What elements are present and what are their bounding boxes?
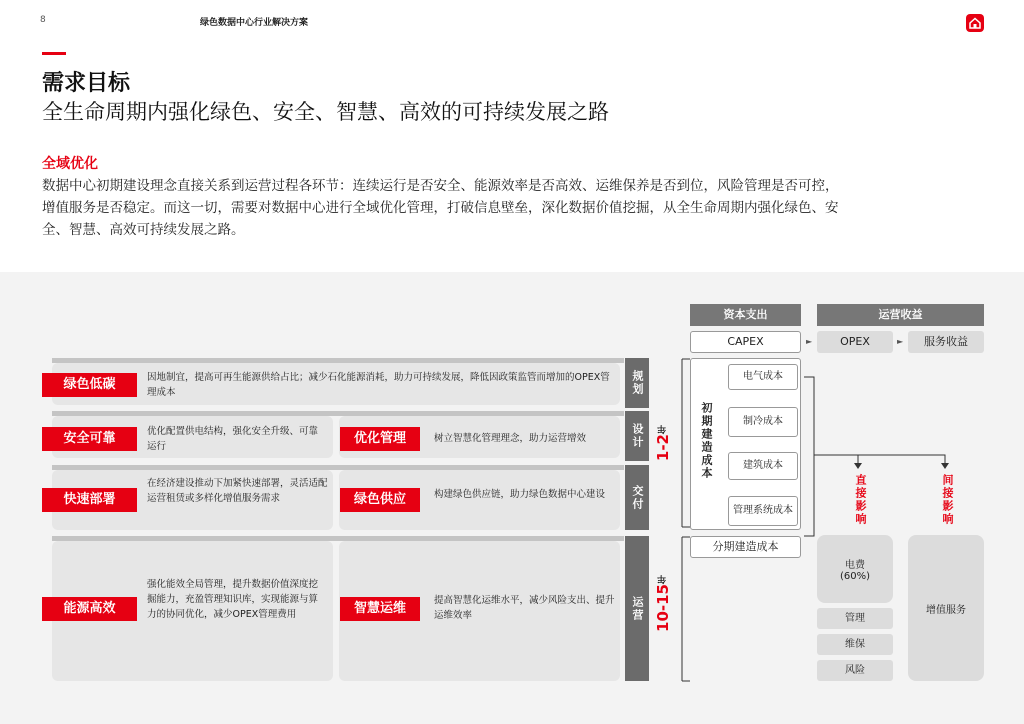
desc-green-lowcarbon: 因地制宜，提高可再生能源供给占比；减少石化能源消耗，助力可持续发展，降低因政策监管而增加的OPEX管理成本 [147, 372, 610, 398]
section-title: 全域优化 [42, 156, 98, 172]
opex-box: OPEX [817, 331, 893, 353]
cost-mgmt-system: 管理系统成本 [728, 496, 798, 526]
service-revenue-box: 服务收益 [908, 331, 984, 353]
tag-green-lowcarbon: 绿色低碳 [42, 373, 137, 397]
ops-maintenance: 维保 [817, 634, 893, 655]
value-added-services: 增值服务 [908, 535, 984, 681]
operating-revenue-header: 运营收益 [817, 304, 984, 326]
section-body: 数据中心初期建设理念直接关系到运营过程各环节：连续运行是否安全、能源效率是否高效、运维保养是否到位，风险管理是否可控，增值服务是否稳定。而这一切，需要对数据中心进行全域优化管理，打破信息壁垒，深化数据价值挖掘，从全生命周期内强化绿色、安全、智慧、高效可持续发展之路。 [42, 178, 839, 238]
page-subtitle: 全生命周期内强化绿色、安全、智慧、高效的可持续发展之路 [42, 100, 609, 124]
year-label-early: 1-2年 [654, 425, 672, 462]
cost-building: 建筑成本 [728, 452, 798, 480]
tag-smart-ops: 智慧运维 [340, 597, 420, 621]
tag-green-supply: 绿色供应 [340, 488, 420, 512]
phase-operation: 运营 [625, 536, 649, 681]
page-number: 8 [40, 15, 46, 25]
electricity-label: 电费 [845, 560, 865, 571]
phase-design: 设计 [625, 411, 649, 461]
desc-safe-reliable: 优化配置供电结构，强化安全升级、可靠运行 [147, 426, 319, 452]
phased-build-cost: 分期建造成本 [690, 536, 801, 558]
home-icon[interactable] [966, 14, 984, 32]
phase-planning: 规划 [625, 358, 649, 408]
initial-build-cost-label: 初期建造成本 [700, 402, 713, 480]
impact-connectors [800, 355, 960, 555]
timeline-brackets [672, 355, 692, 685]
capex-box: CAPEX [690, 331, 801, 353]
indirect-impact-label: 间接影响 [941, 474, 954, 526]
electricity-cost [817, 535, 893, 603]
cost-cooling: 制冷成本 [728, 407, 798, 437]
desc-energy-efficient: 强化能效全局管理，提升数据价值深度挖掘能力，充盈管理知识库，实现能源与算力的协同优化，减少OPEX管理费用 [147, 579, 319, 620]
tag-safe-reliable: 安全可靠 [42, 427, 137, 451]
phase-delivery: 交付 [625, 465, 649, 530]
ops-management: 管理 [817, 608, 893, 629]
direct-impact-label: 直接影响 [854, 474, 867, 526]
cost-electrical: 电气成本 [728, 364, 798, 390]
desc-optimize-mgmt: 树立智慧化管理理念，助力运营增效 [434, 433, 587, 444]
desc-green-supply: 构建绿色供应链，助力绿色数据中心建设 [434, 489, 606, 500]
desc-smart-ops: 提高智慧化运维水平，减少风险支出、提升运维效率 [434, 595, 615, 621]
tag-rapid-deploy: 快速部署 [42, 488, 137, 512]
capital-expenditure-header: 资本支出 [690, 304, 801, 326]
tag-optimize-mgmt: 优化管理 [340, 427, 420, 451]
tag-energy-efficient: 能源高效 [42, 597, 137, 621]
arrow-icon: ► [897, 337, 904, 346]
ops-risk: 风险 [817, 660, 893, 681]
document-title: 绿色数据中心行业解决方案 [200, 18, 309, 28]
year-label-late: 10-15年 [654, 575, 672, 632]
arrow-icon: ► [806, 337, 813, 346]
page-title: 需求目标 [42, 71, 131, 96]
accent-bar [42, 52, 66, 55]
desc-rapid-deploy: 在经济建设推动下加紧快速部署，灵活适配运营租赁或多样化增值服务需求 [147, 478, 328, 504]
electricity-percent: (60%) [839, 571, 871, 582]
